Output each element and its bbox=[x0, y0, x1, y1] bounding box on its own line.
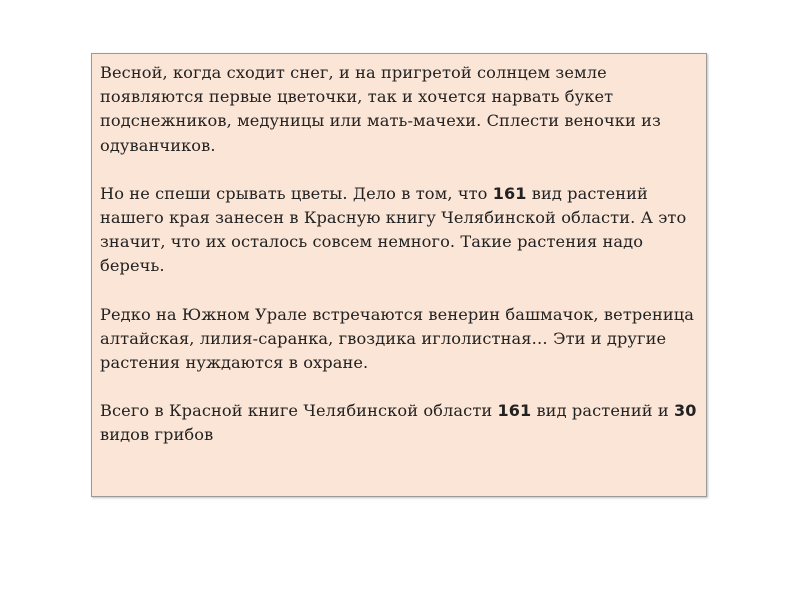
species-count: 161 bbox=[497, 401, 532, 421]
paragraph-text: видов грибов bbox=[100, 425, 214, 445]
species-count: 161 bbox=[492, 183, 527, 203]
paragraph-rare-plants bbox=[100, 303, 700, 376]
paragraph-intro bbox=[100, 61, 700, 158]
paragraph-text: Но не спеши срывать цветы. Дело в том, что bbox=[100, 183, 493, 203]
paragraph-summary bbox=[100, 399, 700, 447]
paragraph-text: Весной, когда сходит снег, и на пригретой солнцем земле появляются первые цветочки, так и хочется нарвать букет подснежников, медуницы или мать-мачехи. Сплести веночки из одуванчиков. bbox=[100, 63, 661, 155]
text-box bbox=[91, 53, 707, 497]
fungi-count: 30 bbox=[674, 401, 697, 421]
paragraph-text: вид растений и bbox=[531, 401, 675, 421]
paragraph-text: Всего в Красной книге Челябинской области bbox=[100, 401, 498, 421]
paragraph-warning bbox=[100, 182, 700, 279]
paragraph-text: вид растений нашего края занесен в Красную книгу Челябинской области. А это значит, что их осталось совсем немного. Такие растения надо беречь. bbox=[100, 183, 687, 276]
paragraph-text: Редко на Южном Урале встречаются венерин башмачок, ветреница алтайская, лилия-саранка, гвоздика иглолистная… Эти и другие растения нуждаются в охране. bbox=[100, 304, 695, 373]
